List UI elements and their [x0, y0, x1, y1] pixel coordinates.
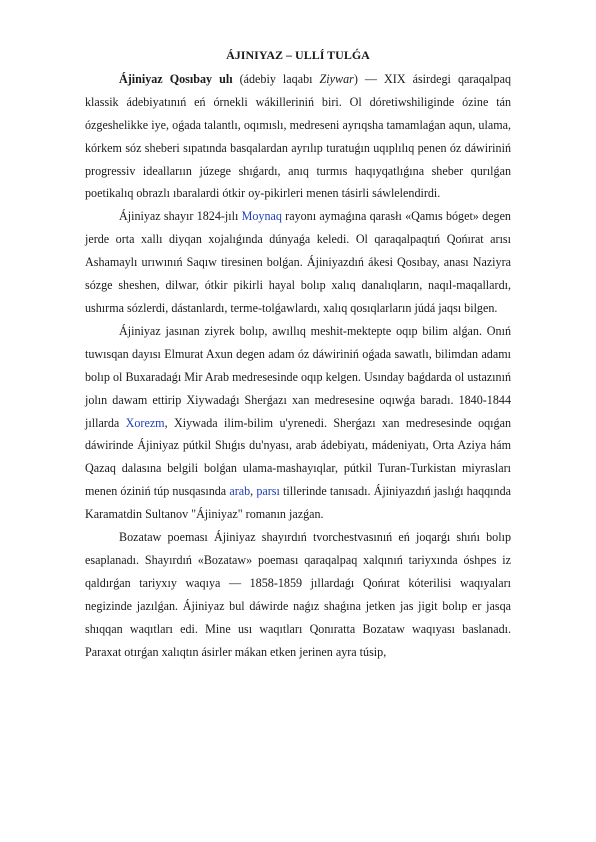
text-segment: ) — XIX ásirdegi qaraqalpaq klassik ádebiyatınıń eń órnekli wákilleriniń biri. Ol dóretiwshiliginde ózine tán ózgeshelikke iye, oǵada talantlı, oqımıslı, medreseni ayrıqsha tamamlaǵan aqun, ulama, kórkem sóz sheberi sıpatında basqalardan ayrılıp turatuǵın uqıplılıq penen óz dáwiriniń progressiv ideallarıın júzege shıǵardı, anıq turmıs haqıyqatlıǵına sheber qurılǵan poetikalıq obrazlı ıbaralardi ótkir oy-pikirleri menen tásirli sáwlelendirdi.: [85, 71, 511, 201]
pen-name: Ziywar: [319, 71, 354, 86]
link-parsi[interactable]: parsı: [256, 484, 280, 499]
paragraph-intro: [85, 68, 511, 205]
text-segment: rayonı aymaǵına qarasłı «Qamıs bóget» degen jerde orta xallı diyqan xojalıǵında dúnyaǵa keledi. Ol qaraqalpaqtıń Qońırat arısı Ashamaylı urıwınıń Saqıw tiresinen bolǵan. Ájiniyazdıń ákesi Qosıbay, anası Naziyra sózge sheshen, dilwar, ótkir pikirli hayal bolıp xalıq danalıqların, naqıl-maqallardı, ushırma sózlerdi, dástanlardı, terme-tolǵawlardı, xalıq qosıqlarların júdá jaqsı bilgen.: [85, 209, 511, 315]
paragraph-education: [85, 320, 511, 526]
document-title: ÁJINIYAZ – ULLÍ TULǴA: [226, 48, 370, 62]
text-segment: tillerinde tanısadı. Ájiniyazdıń jaslıǵı haqqında Karamatdin Sultanov "Ájiniyaz" romanın jazǵan.: [85, 484, 512, 522]
text-segment: (ádebiy laqabı: [232, 71, 320, 86]
text-segment: Ájiniyaz shayır 1824-jılı: [119, 209, 242, 224]
text-segment: Ájiniyaz jasınan ziyrek bolıp, awıllıq meshit-mektepte oqıp bilim alǵan. Onıń tuwısqan dayısı Elmurat Axun degen adam óz dáwiriniń oǵada sawatlı, bilimdan adamı bolıp ol Buxaradaǵı Mir Arab medresesinde oqıp kelgen. Usınday baǵdarda ol ustazınıń jolın dawam ettirip Xiywadaǵı Sherǵazı xan medresesine oqıwǵa baradı. 1840-1844 jıllarda: [85, 323, 511, 430]
paragraph-birth: [85, 205, 511, 320]
text-segment: , Xiywada ilim-bilim u'yrenedi. Sherǵazı xan medresesinde oqıǵan dáwirinde Ájiniyaz pútkil Shıǵıs du'nyası, arab ádebiyatı, mádeniyatı, Orta Aziya hám Qazaq dalasına belgili bolǵan ulama-mashayıqlar, pútkil Turan-Turkistan miyrasları menen óziniń túp nusqasında: [85, 415, 511, 499]
link-arab[interactable]: arab: [229, 484, 251, 499]
text-segment: ,: [250, 484, 257, 499]
text-segment: Bozataw poeması Ájiniyaz shayırdıń tvorchestvasınıń eń joqarǵı shıńı bolıp esaplanadı. Shayırdıń «Bozataw» poeması qaraqalpaq xalqınıń tariyxında óshpes iz qaldırǵan tariyxıy waqıya — 1858-1859 jıllardaǵı Qońırat kóterilisi waqıyaları negizinde jazılǵan. Ájiniyaz bul dáwirde naǵız shaǵına jetken jas jigit bolıp er jasqa shıqqan waqıtları edi. Mine usı waqıtları Qonıratta Bozataw waqıyası baslanadı. Paraxat otırǵan xalıqtın ásirler mákan etken jerinen ayra túsip,: [85, 530, 511, 659]
document-page: [85, 44, 511, 663]
link-xorezm[interactable]: Xorezm: [125, 415, 165, 430]
link-moynaq[interactable]: Moynaq: [241, 209, 282, 224]
author-name: Ájiniyaz Qosıbay ulı: [119, 71, 233, 86]
paragraph-bozataw: [85, 526, 511, 663]
